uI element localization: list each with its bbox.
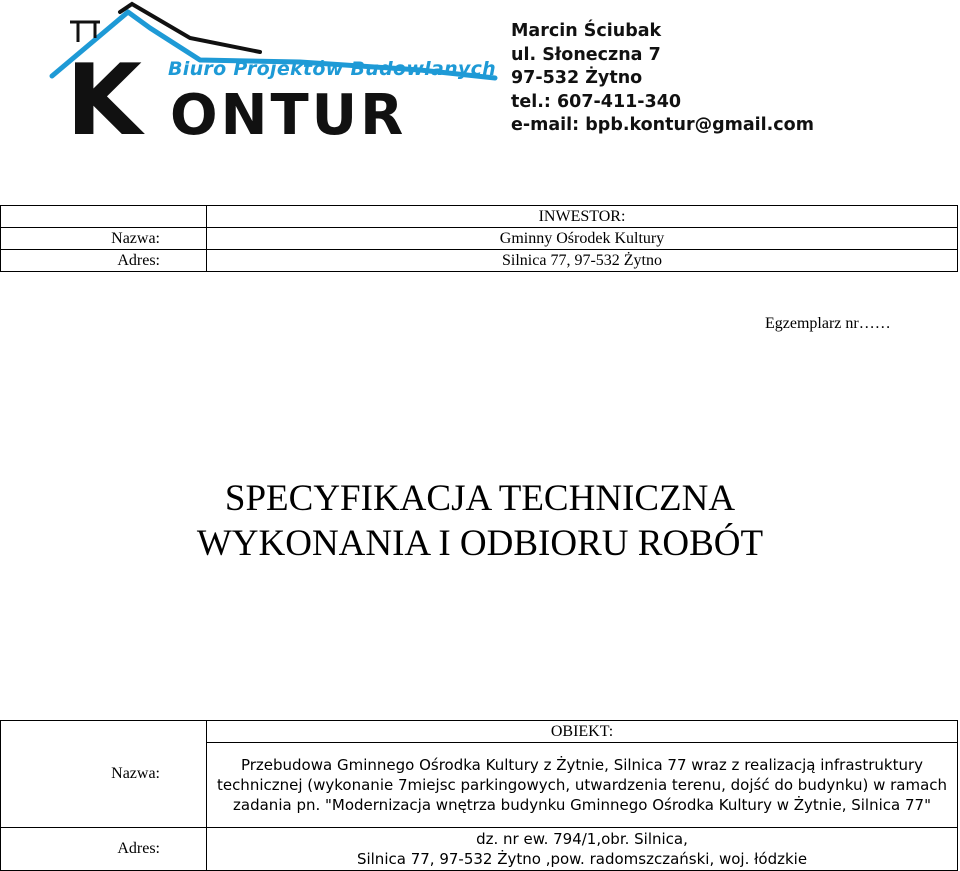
object-name-line: technicznej (wykonanie 7miejsc parkingowych, utwardzenia terenu, dojść do budynku) w ramach bbox=[216, 776, 948, 794]
logo-letters: ONTUR bbox=[170, 83, 407, 148]
object-header: OBIEKT: bbox=[207, 721, 958, 743]
object-address-value bbox=[207, 828, 958, 871]
copy-number: Egzemplarz nr…… bbox=[765, 315, 891, 332]
investor-table bbox=[0, 205, 958, 272]
object-name-value bbox=[207, 743, 958, 828]
investor-address-value: Silnica 77, 97-532 Żytno bbox=[207, 250, 958, 272]
document-title-line1: SPECYFIKACJA TECHNICZNA bbox=[224, 478, 736, 519]
contact-city: 97-532 Żytno bbox=[511, 68, 643, 88]
object-name-line: zadania pn. "Modernizacja wnętrza budynku Gminnego Ośrodka Kultury w Żytnie, Silnica 77" bbox=[233, 796, 931, 814]
object-address-line: Silnica 77, 97-532 Żytno ,pow. radomszczański, woj. łódzkie bbox=[356, 850, 808, 868]
logo-subtitle: Biuro Projektów Budowlanych bbox=[168, 58, 497, 80]
object-address-label: Adres: bbox=[1, 828, 207, 871]
investor-name-value: Gminny Ośrodek Kultury bbox=[207, 228, 958, 250]
object-table bbox=[0, 720, 958, 871]
letterhead-logo bbox=[0, 0, 960, 158]
document-title-line2: WYKONANIA I ODBIORU ROBÓT bbox=[196, 523, 764, 564]
investor-address-label: Adres: bbox=[1, 250, 207, 272]
investor-header-spacer bbox=[1, 206, 207, 228]
contact-name: Marcin Ściubak bbox=[511, 21, 662, 41]
contact-street: ul. Słoneczna 7 bbox=[511, 44, 661, 65]
object-name-label: Nazwa: bbox=[1, 721, 207, 828]
investor-name-label: Nazwa: bbox=[1, 228, 207, 250]
contact-phone: tel.: 607-411-340 bbox=[511, 91, 682, 112]
investor-header: INWESTOR: bbox=[207, 206, 958, 228]
logo-letter-k: K bbox=[66, 44, 142, 158]
contact-email: e-mail: bpb.kontur@gmail.com bbox=[511, 115, 814, 135]
object-address-line: dz. nr ew. 794/1,obr. Silnica, bbox=[476, 830, 688, 848]
object-name-line: Przebudowa Gminnego Ośrodka Kultury z Żytnie, Silnica 77 wraz z realizacją infrastruktury bbox=[240, 756, 924, 774]
contact-block bbox=[511, 20, 814, 138]
